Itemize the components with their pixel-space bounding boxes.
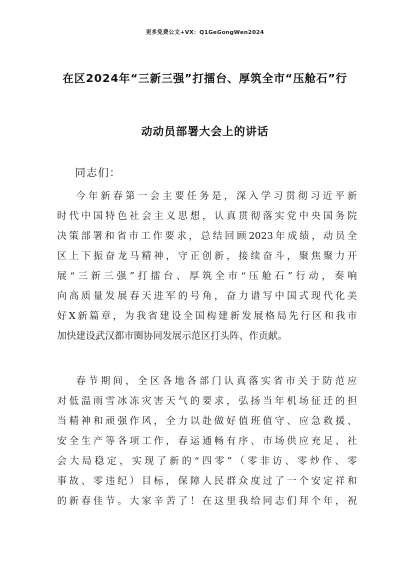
- document-title-line-2: 动动员部署大会上的讲话: [141, 125, 269, 138]
- paragraph-line: 加快建设武汉都市圈协同发展示范区打头阵、作贡献。: [57, 331, 288, 342]
- paragraph-line: 事故、零违纪）目标，保障人民群众度过了一个安定祥和: [57, 476, 357, 487]
- paragraph-line: 区上下振奋龙马精神，守正创新，接续奋斗，聚焦聚力开: [57, 251, 357, 262]
- paragraph-line: 展“三新三强”打擂台、厚筑全市“压舱石”行动，奏响: [57, 271, 357, 282]
- paragraph-line: 的新春佳节。大家辛苦了！在这里我给同志们拜个年，祝: [57, 496, 357, 507]
- paragraph-line: 安全生产等各项工作，春运通畅有序、市场供应充足、社: [57, 436, 357, 447]
- document-title-line-1: 在区2024年“三新三强”打擂台、厚筑全市“压舱石”行: [62, 72, 348, 85]
- paragraph-line: 时代中国特色社会主义思想，认真贯彻落实党中央国务院: [57, 211, 357, 222]
- paragraph-line: 向高质量发展春天进军的号角，奋力谱写中国式现代化美: [57, 291, 357, 302]
- paragraph-line: 会大局稳定，实现了新的“四零”（零非访、零炒作、零: [57, 456, 357, 467]
- salutation: 同志们：: [75, 167, 121, 179]
- paragraph-line: 春节期间，全区各地各部门认真落实省市关于防范应: [76, 376, 357, 387]
- paragraph-line: 今年新春第一会主要任务是，深入学习贯彻习近平新: [76, 191, 357, 202]
- paragraph-line: 好X新篇章，为我省建设全国构建新发展格局先行区和我市: [57, 311, 357, 322]
- header-note: 更多免费公文+VX：Q1GeGongWen2024: [145, 30, 265, 36]
- paragraph-line: 对低温雨雪冰冻灾害天气的要求，弘扬当年机场征迁的担: [57, 396, 357, 407]
- paragraph-2: [57, 372, 357, 512]
- paragraph-line: 当精神和顽强作风，全力以赴做好值班值守、应急救援、: [57, 416, 357, 427]
- paragraph-1: [57, 187, 357, 347]
- paragraph-line: 决策部署和省市工作要求，总结回顾2023年成绩，动员全: [57, 231, 357, 242]
